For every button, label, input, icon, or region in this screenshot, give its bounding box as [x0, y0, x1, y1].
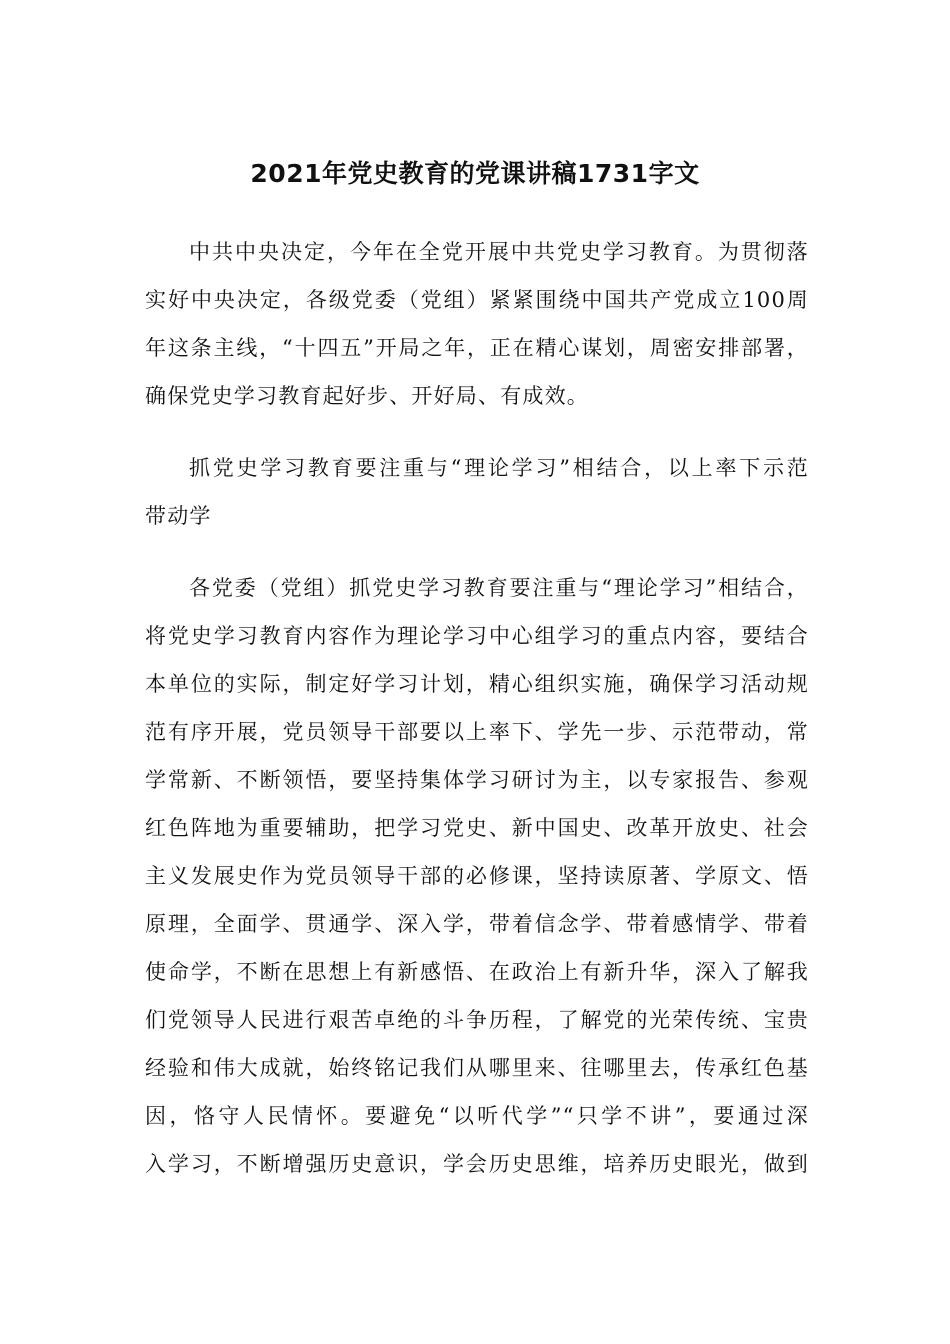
- paragraph-heading: [145, 444, 809, 540]
- text-line: 们党领导人民进行艰苦卓绝的斗争历程，了解党的光荣传统、宝贵: [145, 1008, 809, 1032]
- text-line: 范有序开展，党员领导干部要以上率下、学先一步、示范带动，常: [145, 720, 809, 744]
- text-line: 各党委（党组）抓党史学习教育要注重与“理论学习”相结合，: [189, 576, 809, 600]
- text-line: 中共中央决定，今年在全党开展中共党史学习教育。为贯彻落: [189, 240, 809, 264]
- text-line: 带动学: [145, 504, 212, 528]
- text-line: 学常新、不断领悟，要坚持集体学习研讨为主，以专家报告、参观: [145, 768, 809, 792]
- text-line: 原理，全面学、贯通学、深入学，带着信念学、带着感情学、带着: [145, 912, 809, 936]
- document-title: 2021年党史教育的党课讲稿1731字文: [250, 159, 700, 188]
- paragraph-intro: [145, 228, 809, 420]
- text-line: 入学习，不断增强历史意识，学会历史思维，培养历史眼光，做到: [145, 1152, 809, 1176]
- text-line: 因，恪守人民情怀。要避免“以听代学”“只学不讲”，要通过深: [145, 1104, 809, 1128]
- text-line: 确保党史学习教育起好步、开好局、有成效。: [145, 384, 589, 408]
- text-line: 实好中央决定，各级党委（党组）紧紧围绕中国共产党成立100周: [145, 288, 809, 312]
- text-line: 年这条主线，“十四五”开局之年，正在精心谋划，周密安排部署，: [145, 336, 809, 360]
- text-line: 经验和伟大成就，始终铭记我们从哪里来、往哪里去，传承红色基: [145, 1056, 809, 1080]
- text-line: 抓党史学习教育要注重与“理论学习”相结合，以上率下示范: [189, 456, 809, 480]
- paragraph-body: [145, 564, 809, 1188]
- text-line: 主义发展史作为党员领导干部的必修课，坚持读原著、学原文、悟: [145, 864, 809, 888]
- text-line: 红色阵地为重要辅助，把学习党史、新中国史、改革开放史、社会: [145, 816, 809, 840]
- text-line: 将党史学习教育内容作为理论学习中心组学习的重点内容，要结合: [145, 624, 809, 648]
- text-line: 使命学，不断在思想上有新感悟、在政治上有新升华，深入了解我: [145, 960, 809, 984]
- text-line: 本单位的实际，制定好学习计划，精心组织实施，确保学习活动规: [145, 672, 809, 696]
